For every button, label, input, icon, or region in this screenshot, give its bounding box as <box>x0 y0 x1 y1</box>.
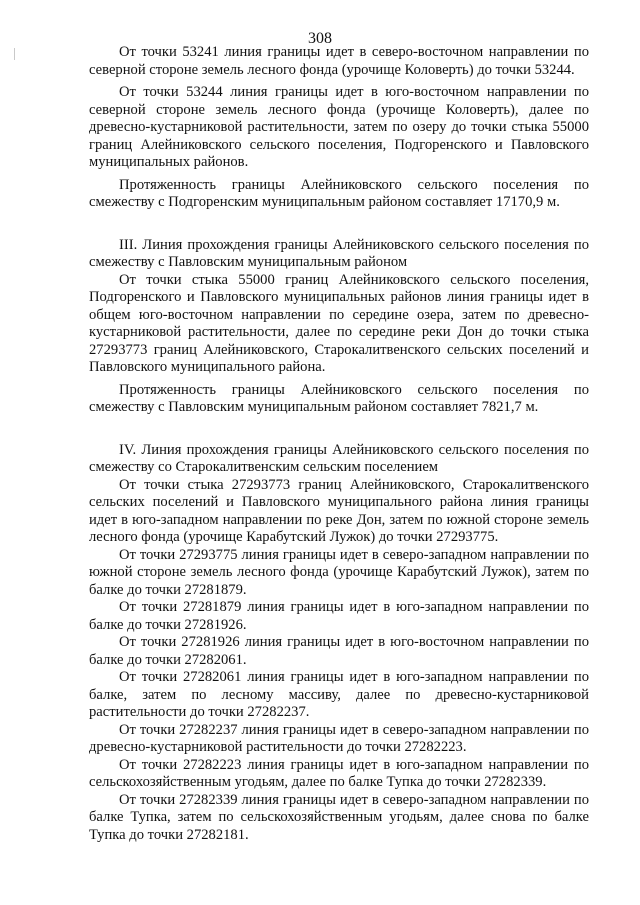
section-spacer <box>89 417 589 442</box>
paragraph: От точки 27281926 линия границы идет в юго-восточном направлении по балке до точки 27282061. <box>89 634 589 668</box>
section-spacer <box>89 212 589 237</box>
paragraph: От точки стыка 27293773 границ Алейниковского, Старокалитвенского сельских поселений и Павловского муниципального района линия границы идет в юго-западном направлении по реке Дон, затем по южной стороне земель лесного фонда (урочище Карабутский Лужок) до точки 27293775. <box>89 476 589 545</box>
section-heading-3: III. Линия прохождения границы Алейниковского сельского поселения по смежеству с Павловским муниципальным районом <box>89 236 589 270</box>
paragraph: От точки 53244 линия границы идет в юго-восточном направлении по северной стороне земель лесного фонда (урочище Коловерть), далее по древесно-кустарниковой растительности, затем по озеру до точки стыка 55000 границ Алейниковского сельского поселения, Подгоренского и Павловского муниципальных районов. <box>89 84 589 170</box>
section-heading-4: IV. Линия прохождения границы Алейниковского сельского поселения по смежеству со Старокалитвенским сельским поселением <box>89 441 589 475</box>
paragraph: Протяженность границы Алейниковского сельского поселения по смежеству с Павловским муниципальным районом составляет 7821,7 м. <box>89 381 589 415</box>
document-body <box>89 44 589 844</box>
paragraph: От точки 53241 линия границы идет в северо-восточном направлении по северной стороне земель лесного фонда (урочище Коловерть) до точки 53244. <box>89 44 589 78</box>
paragraph: От точки стыка 55000 границ Алейниковского сельского поселения, Подгоренского и Павловского муниципальных районов линия границы идет в общем юго-восточном направлении по середине озера, затем по древесно-кустарниковой растительности, далее по середине реки Дон до точки стыка 27293773 границ Алейниковского, Старокалитвенского сельских поселений и Павловского муниципального района. <box>89 271 589 375</box>
paragraph: От точки 27282339 линия границы идет в северо-западном направлении по балке Тупка, затем по сельскохозяйственным угодьям, далее снова по балке Тупка до точки 27282181. <box>89 791 589 843</box>
margin-mark <box>14 48 15 60</box>
paragraph: От точки 27293775 линия границы идет в северо-западном направлении по южной стороне земель лесного фонда (урочище Карабутский Лужок), затем по балке до точки 27281879. <box>89 546 589 598</box>
page-number: 308 <box>308 30 332 47</box>
paragraph: От точки 27282237 линия границы идет в северо-западном направлении по древесно-кустарниковой растительности до точки 27282223. <box>89 721 589 755</box>
paragraph: От точки 27282223 линия границы идет в юго-западном направлении по сельскохозяйственным угодьям, далее по балке Тупка до точки 27282339. <box>89 756 589 790</box>
paragraph: От точки 27281879 линия границы идет в юго-западном направлении по балке до точки 27281926. <box>89 599 589 633</box>
paragraph: Протяженность границы Алейниковского сельского поселения по смежеству с Подгоренским муниципальным районом составляет 17170,9 м. <box>89 176 589 210</box>
paragraph: От точки 27282061 линия границы идет в юго-западном направлении по балке, затем по лесному массиву, далее по древесно-кустарниковой растительности до точки 27282237. <box>89 669 589 720</box>
